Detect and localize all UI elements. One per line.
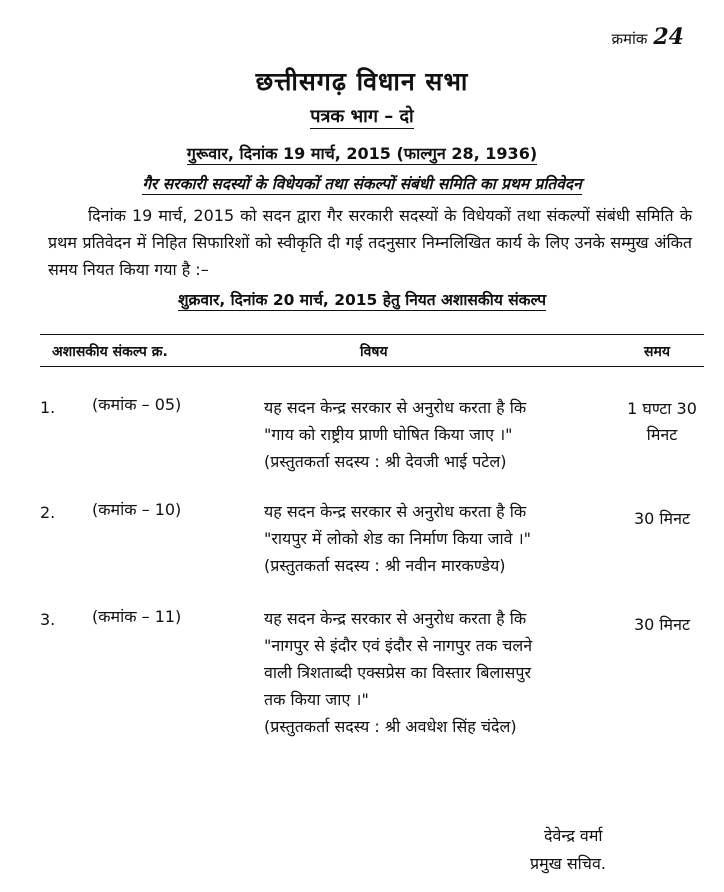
row-3-subject-line: वाली त्रिशताब्दी एक्सप्रेस का विस्तार बिलासपुर <box>264 663 531 682</box>
serial-label: क्रमांक <box>611 30 648 48</box>
row-1-subject-line: यह सदन केन्द्र सरकार से अनुरोध करता है कि <box>264 398 527 417</box>
row-3-presenter: (प्रस्तुतकर्ता सदस्य : श्री अवधेश सिंह चंदेल) <box>264 717 517 736</box>
row-2-time <box>614 506 710 532</box>
row-1-presenter: (प्रस्तुतकर्ता सदस्य : श्री देवजी भाई पटेल) <box>264 452 507 471</box>
header-resolution-no: अशासकीय संकल्प क्र. <box>52 344 168 360</box>
row-2-subject-line: "रायपुर में लोको शेड का निर्माण किया जावे ।" <box>264 529 532 548</box>
row-2-subject-line: यह सदन केन्द्र सरकार से अनुरोध करता है कि <box>264 502 527 521</box>
row-3-subject-line: तक किया जाए ।" <box>264 690 369 709</box>
signatory-name: देवेन्द्र वर्मा <box>544 826 603 845</box>
row-3-serial: 3. <box>40 610 56 629</box>
row-2-presenter: (प्रस्तुतकर्ता सदस्य : श्री नवीन मारकण्डेय) <box>264 556 506 575</box>
bulletin-part-text: पत्रक भाग – दो <box>310 106 414 127</box>
table-top-rule <box>40 334 704 335</box>
date-line <box>0 142 724 164</box>
bulletin-part <box>0 104 724 128</box>
row-1-time-line: मिनट <box>646 425 678 444</box>
signatory-designation: प्रमुख सचिव. <box>530 854 606 873</box>
schedule-heading <box>0 288 724 310</box>
row-1-subject <box>264 394 594 475</box>
row-3-subject-line: "नागपुर से इंदौर एवं इंदौर से नागपुर तक चलने <box>264 636 533 655</box>
row-1-serial: 1. <box>40 398 56 417</box>
schedule-heading-text: शुक्रवार, दिनांक 20 मार्च, 2015 हेतु नियत अशासकीय संकल्प <box>177 291 547 309</box>
row-2-kramank: (कमांक – 10) <box>92 500 182 519</box>
row-2-serial: 2. <box>40 503 56 522</box>
row-3-time <box>614 612 710 638</box>
header-time: समय <box>644 344 670 360</box>
table-header-rule <box>40 366 704 367</box>
row-1-time <box>614 396 710 448</box>
report-title <box>0 172 724 194</box>
assembly-title: छत्तीसगढ़ विधान सभा <box>255 67 469 96</box>
signature-block <box>530 822 606 878</box>
row-3-subject-line: यह सदन केन्द्र सरकार से अनुरोध करता है कि <box>264 609 527 628</box>
serial-number <box>611 24 684 50</box>
row-2-subject <box>264 498 594 579</box>
row-1-time-line: 1 घण्टा 30 <box>627 399 697 418</box>
row-3-kramank: (कमांक – 11) <box>92 607 182 626</box>
row-3-subject <box>264 605 594 740</box>
report-title-text: गैर सरकारी सदस्यों के विधेयकों तथा संकल्पों संबंधी समिति का प्रथम प्रतिवेदन <box>142 175 582 193</box>
row-1-kramank: (कमांक – 05) <box>92 395 182 414</box>
intro-paragraph: दिनांक 19 मार्च, 2015 को सदन द्वारा गैर सरकारी सदस्यों के विधेयकों तथा संकल्पों संबंधी समिति के प्रथम प्रतिवेदन में निहित सिफारिशों को स्वीकृति दी गई तदनुसार निम्नलिखित कार्य के लिए उनके सम्मुख अंकित समय नियत किया गया है :– <box>48 206 692 279</box>
date-line-text: गुरूवार, दिनांक 19 मार्च, 2015 (फाल्गुन 28, 1936) <box>186 144 538 163</box>
row-3-time-line: 30 मिनट <box>633 615 691 634</box>
serial-value: 24 <box>653 24 684 50</box>
row-1-subject-line: "गाय को राष्ट्रीय प्राणी घोषित किया जाए ।" <box>264 425 513 444</box>
row-2-time-line: 30 मिनट <box>633 509 691 528</box>
header-subject: विषय <box>360 344 388 360</box>
